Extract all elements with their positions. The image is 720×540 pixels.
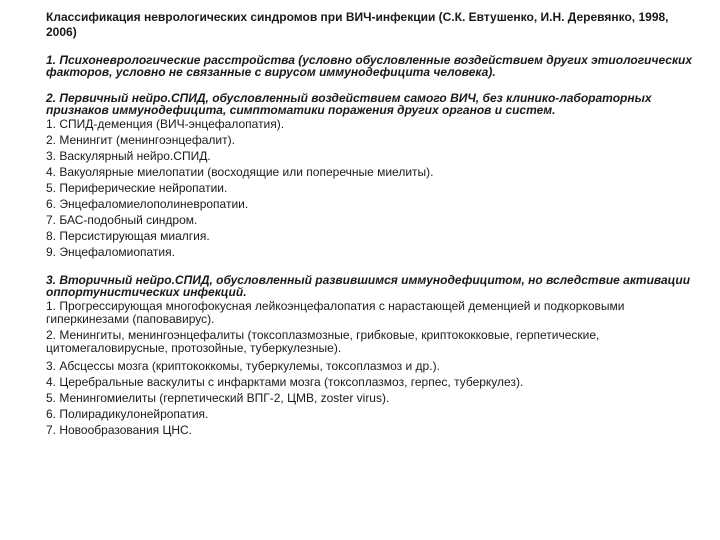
list-item: 2. Менингиты, менингоэнцефалиты (токсоплазмозные, грибковые, криптококковые, герпетические, цитомегаловирусные, протозойные, туберкулезные). <box>46 328 600 355</box>
list-item: 6. Полирадикулонейропатия. <box>46 407 209 421</box>
section-heading: 2. Первичный нейро.СПИД, обусловленный воздействием самого ВИЧ, без клинико-лабораторных признаков иммунодефицита, симптоматики поражения других органов и систем. <box>46 91 652 117</box>
list-item: 3. Васкулярный нейро.СПИД. <box>46 149 211 163</box>
list-item: 2. Менингит (менингоэнцефалит). <box>46 133 235 147</box>
section-heading: 3. Вторичный нейро.СПИД, обусловленный развившимся иммунодефицитом, но вследствие активации оппортунистических инфекций. <box>46 273 691 299</box>
list-item: 1. СПИД-деменция (ВИЧ-энцефалопатия). <box>46 117 285 131</box>
section-secondary-neuroaids <box>46 274 696 438</box>
list-item: 4. Вакуолярные миелопатии (восходящие или поперечные миелиты). <box>46 165 434 179</box>
section-heading: 1. Психоневрологические расстройства (условно обусловленные воздействием других этиологических факторов, условно не связанные с вирусом иммунодефицита человека). <box>46 53 693 79</box>
list-item: 3. Абсцессы мозга (криптококкомы, туберкулемы, токсоплазмоз и др.). <box>46 359 440 373</box>
list-item: 7. Новообразования ЦНС. <box>46 423 193 437</box>
section-primary-neuroaids <box>46 92 696 260</box>
list-item: 8. Персистирующая миалгия. <box>46 229 210 243</box>
list-item: 5. Менингомиелиты (герпетический ВПГ-2, ЦМВ, zoster virus). <box>46 391 390 405</box>
list-item: 1. Прогрессирующая многофокусная лейкоэнцефалопатия с нарастающей деменцией и подкорковыми гиперкинезами (паповавирус). <box>46 299 625 326</box>
list-item: 6. Энцефаломиелополиневропатии. <box>46 197 249 211</box>
list-item: 9. Энцефаломиопатия. <box>46 245 175 259</box>
list-item: 7. БАС-подобный синдром. <box>46 213 198 227</box>
page-title: Классификация неврологических синдромов при ВИЧ-инфекции (С.К. Евтушенко, И.Н. Деревянко, 1998, 2006) <box>46 10 669 39</box>
section-psychoneuro <box>46 54 696 78</box>
list-item: 5. Периферические нейропатии. <box>46 181 228 195</box>
list-item: 4. Церебральные васкулиты с инфарктами мозга (токсоплазмоз, герпес, туберкулез). <box>46 375 524 389</box>
